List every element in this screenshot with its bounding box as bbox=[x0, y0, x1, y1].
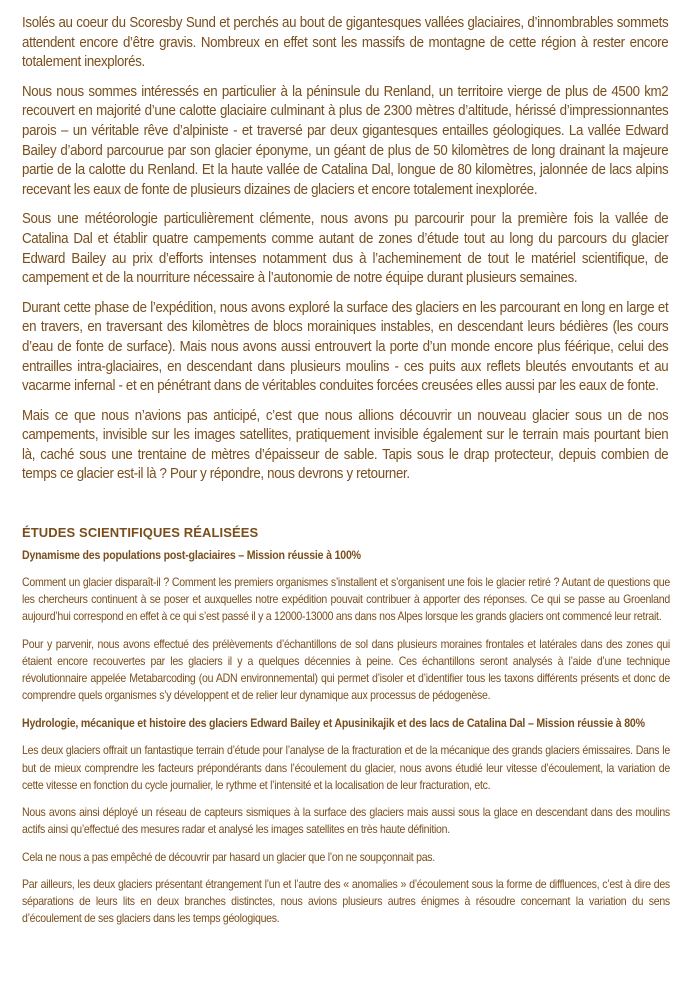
study-paragraph: Par ailleurs, les deux glaciers présentant étrangement l’un et l’autre des « anomalies » d’écoulement sous la forme de diffluences, c’est à dire des séparations de leurs lits en deux branches distinctes, nous avions plusieurs autres énigmes à résoudre concernant la variation du sens d’écoulement de ses glaciers dans les temps géologiques. bbox=[22, 877, 670, 926]
study-paragraph: Cela ne nous a pas empêché de découvrir par hasard un glacier que l’on ne soupçonnait pas. bbox=[22, 850, 435, 864]
intro-paragraph: Durant cette phase de l’expédition, nous avons exploré la surface des glaciers en les parcourant en long en large et en travers, en traversant des kilomètres de blocs morainiques instables, en descendant leurs bédières (les cours d’eau de fonte de surface). Mais nous avons aussi entrouvert la porte d’un monde encore plus féérique, celui des entrailles intra-glaciaires, en descendant dans plusieurs moulins - ces puits aux reflets bleutés envoutants et au vacarme infernal - et en pénétrant dans de véritables conduites forcées creusées elles aussi par les eaux de fonte. bbox=[22, 299, 669, 395]
study-paragraph: Les deux glaciers offrait un fantastique terrain d’étude pour l’analyse de la fracturation et de la mécanique des grands glaciers émissaires. Dans le but de mieux comprendre les facteurs prépondérants dans l’écoulement du glacier, nous avons étudié leur vitesse d’écoulement, la variation de cette vitesse en fonction du cycle journalier, le rythme et l’intensité et la localisation de leur fracturation, etc. bbox=[22, 744, 670, 792]
study-section-1 bbox=[22, 550, 670, 704]
study-paragraph: Nous avons ainsi déployé un réseau de capteurs sismiques à la surface des glaciers mais aussi sous la glace en descendant dans des moulins actifs ainsi qu’effectué des mesures radar et analysé les images satellites en très haute définition. bbox=[22, 806, 670, 837]
intro-paragraph: Sous une météorologie particulièrement clémente, nous avons pu parcourir pour la première fois la vallée de Catalina Dal et établir quatre campements comme autant de zones d’étude tout au long du parcours du glacier Edward Bailey au prix d’efforts intenses notamment dus à l’acheminement de tout le matériel scientifique, de campement et de la nourriture nécessaire à l’autonomie de notre équipe durant plusieurs semaines. bbox=[22, 211, 669, 287]
study-title: Dynamisme des populations post-glaciaires – Mission réussie à 100% bbox=[22, 550, 361, 563]
intro-paragraph: Mais ce que nous n’avions pas anticipé, c’est que nous allions découvrir un nouveau glacier sous un de nos campements, invisible sur les images satellites, pratiquement invisible également sur le terrain mais pourtant bien là, caché sous une trentaine de mètres d’épaisseur de sable. Tapis sous le drap protecteur, depuis combien de temps ce glacier est-il là ? Pour y répondre, nous devrons y retourner. bbox=[22, 407, 669, 483]
intro-paragraph: Isolés au coeur du Scoresby Sund et perchés au bout de gigantesques vallées glaciaires, d’innombrables sommets attendent encore d’être gravis. Nombreux en effet sont les massifs de montagne de cette région à rester encore totalement inexplorés. bbox=[22, 15, 669, 71]
section-heading: ÉTUDES SCIENTIFIQUES RÉALISÉES bbox=[22, 525, 259, 541]
study-title: Hydrologie, mécanique et histoire des glaciers Edward Bailey et Apusinikajik et des lacs de Catalina Dal – Mission réussie à 80% bbox=[22, 718, 645, 731]
intro-section bbox=[22, 14, 670, 485]
intro-paragraph: Nous nous sommes intéressés en particulier à la péninsule du Renland, un territoire vierge de plus de 4500 km2 recouvert en majorité d’une calotte glaciaire culminant à plus de 2300 mètres d’altitude, hérissé d’impressionnantes parois – un véritable rêve d’alpiniste - et traversé par deux gigantesques entailles géologiques. La vallée Edward Bailey d’abord parcourue par son glacier éponyme, un géant de plus de 50 kilomètres de long drainant la majeure partie de la calotte du Renland. Et la haute vallée de Catalina Dal, longue de 80 kilomètres, jalonnée de lacs alpins recevant les eaux de fonte de plusieurs dizaines de glaciers et encore totalement inexplorée. bbox=[22, 83, 669, 198]
study-section-2 bbox=[22, 718, 670, 927]
study-paragraph: Pour y parvenir, nous avons effectué des prélèvements d’échantillons de sol dans plusieurs moraines frontales et latérales dans des zones qui étaient encore recouvertes par les glaciers il y a quelques décennies à peine. Ces échantillons seront analysés à l’aide d’une technique révolutionnaire appelée Metabarcoding (ou ADN environnemental) qui permet d’isoler et d’identifier tous les taxons différents présents et donc de comprendre quels organismes s’y développent et de relier leur dynamique aux processus de pédogenèse. bbox=[22, 637, 670, 703]
study-paragraph: Comment un glacier disparaît-il ? Comment les premiers organismes s’installent et s’organisent une fois le glacier retiré ? Autant de questions que les chercheurs continuent à se poser et auxquelles notre expédition pouvait contribuer à apporter des réponses. Ce qui se passe au Groenland aujourd’hui correspond en effet à ce qui s’est passé il y a 12000-13000 ans dans nos Alpes lorsque les grands glaciers ont commencé leur retrait. bbox=[22, 576, 670, 624]
